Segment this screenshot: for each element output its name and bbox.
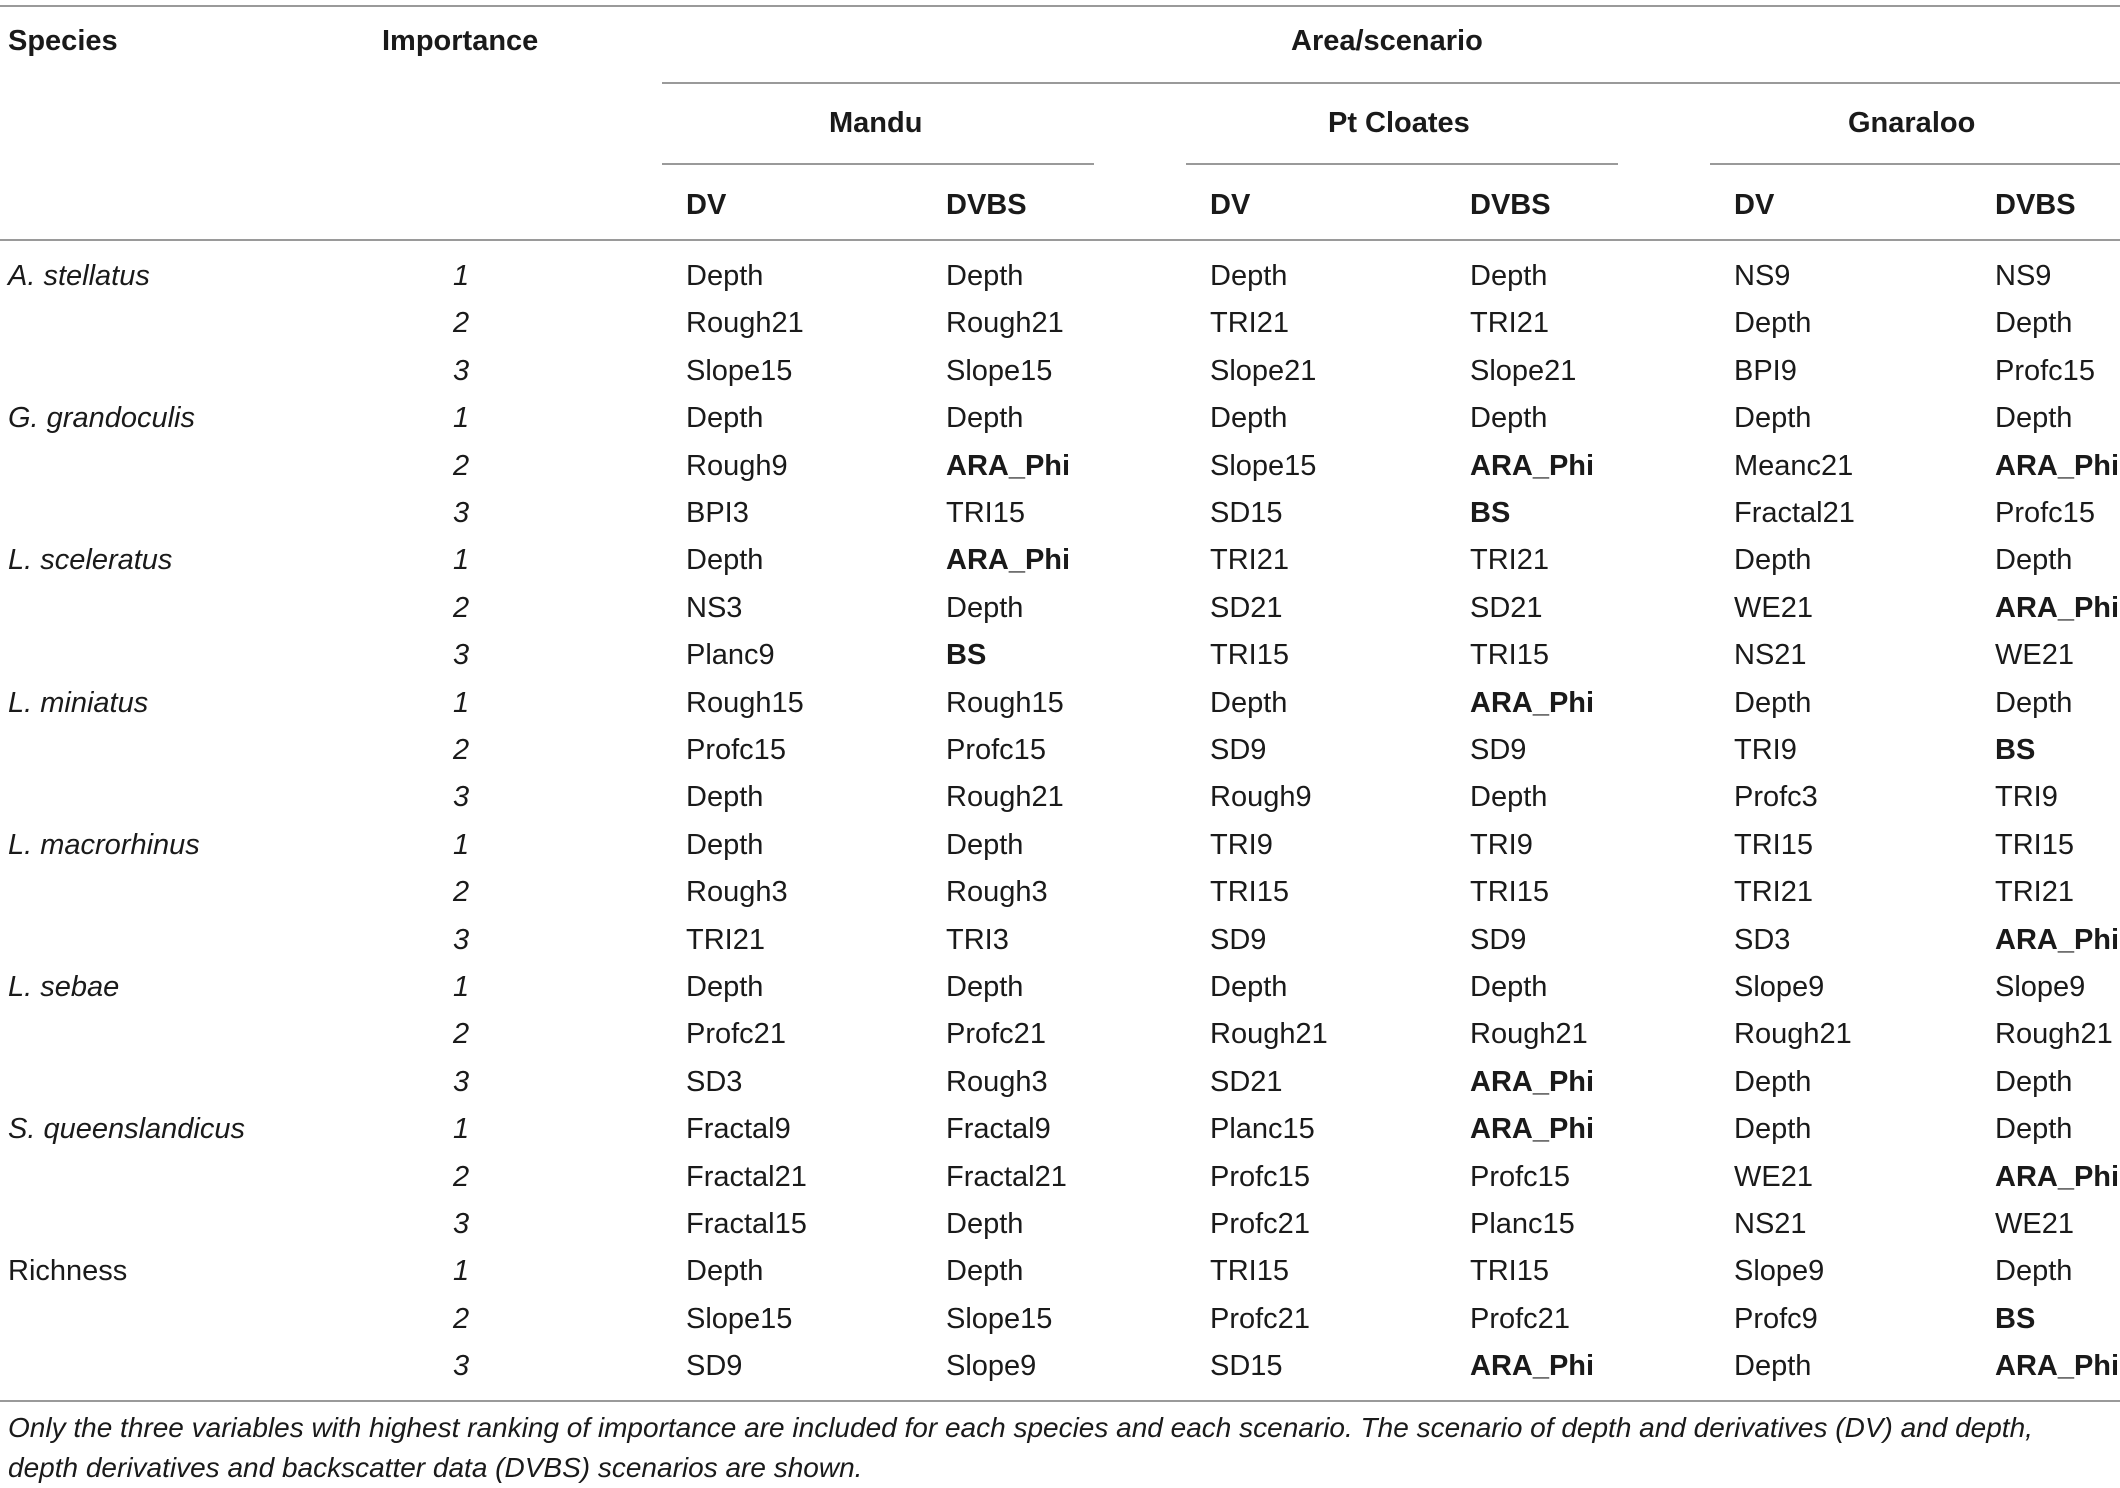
table-cell: ARA_Phi bbox=[1470, 1113, 1595, 1146]
table-cell: Depth bbox=[686, 781, 764, 814]
table-cell: Depth bbox=[1995, 686, 2073, 719]
importance-rank: 1 bbox=[453, 1255, 470, 1288]
table-cell: Depth bbox=[946, 591, 1024, 624]
table-cell: TRI9 bbox=[1995, 781, 2058, 814]
table-cell: TRI9 bbox=[1734, 734, 1797, 766]
table-cell: Depth bbox=[1210, 402, 1288, 435]
table-cell: Fractal9 bbox=[686, 1113, 791, 1146]
table-cell: Profc15 bbox=[1995, 497, 2095, 529]
table-cell: WE21 bbox=[1734, 591, 1813, 624]
table-cell: Depth bbox=[1734, 544, 1812, 577]
table-cell: SD3 bbox=[686, 1065, 743, 1098]
table-cell: WE21 bbox=[1995, 1208, 2074, 1240]
table-cell: SD9 bbox=[1210, 734, 1267, 766]
table-cell: NS9 bbox=[1734, 260, 1791, 292]
species-name: G. grandoculis bbox=[8, 402, 195, 435]
table-cell: NS3 bbox=[686, 591, 743, 624]
header-area-scenario: Area/scenario bbox=[1291, 25, 1483, 57]
header-species: Species bbox=[8, 25, 118, 57]
table-cell: TRI15 bbox=[1470, 1255, 1549, 1288]
table-cell: Depth bbox=[1995, 307, 2073, 340]
table-cell: Depth bbox=[1470, 260, 1548, 292]
table-cell: Depth bbox=[1734, 1350, 1812, 1383]
table-cell: TRI3 bbox=[946, 923, 1009, 956]
table-cell: Rough3 bbox=[946, 1065, 1048, 1098]
table-cell: ARA_Phi bbox=[1995, 1160, 2120, 1193]
table-cell: TRI15 bbox=[1734, 828, 1813, 861]
importance-rank: 3 bbox=[453, 1350, 470, 1383]
table-cell: Planc15 bbox=[1470, 1208, 1575, 1240]
table-cell: Rough21 bbox=[1470, 1018, 1588, 1051]
importance-rank: 1 bbox=[453, 544, 470, 577]
table-cell: Depth bbox=[1734, 1065, 1812, 1098]
gnaraloo-rule bbox=[1710, 163, 2120, 165]
table-cell: TRI21 bbox=[1995, 876, 2074, 909]
table-cell: Depth bbox=[1734, 686, 1812, 719]
table-cell: ARA_Phi bbox=[946, 449, 1071, 482]
importance-rank: 3 bbox=[453, 923, 470, 956]
mandu-rule bbox=[662, 163, 1094, 165]
table-cell: SD9 bbox=[686, 1350, 743, 1383]
importance-rank: 1 bbox=[453, 260, 470, 292]
table-cell: Profc21 bbox=[946, 1018, 1046, 1051]
table-cell: Depth bbox=[1734, 402, 1812, 435]
table-cell: TRI9 bbox=[1470, 828, 1533, 861]
table-cell: Depth bbox=[946, 1255, 1024, 1288]
importance-rank: 2 bbox=[453, 734, 470, 766]
table-cell: Depth bbox=[1995, 1255, 2073, 1288]
table-cell: SD3 bbox=[1734, 923, 1791, 956]
table-cell: Depth bbox=[686, 544, 764, 577]
importance-rank: 1 bbox=[453, 828, 470, 861]
table-bottom-rule bbox=[0, 1400, 2120, 1402]
table-cell: Profc21 bbox=[1470, 1302, 1570, 1335]
table-cell: Profc15 bbox=[686, 734, 786, 766]
table-cell: Rough21 bbox=[946, 781, 1064, 814]
table-cell: Slope9 bbox=[1734, 971, 1825, 1003]
scenario-header-gnaraloo-dv: DV bbox=[1734, 189, 1775, 221]
area-scenario-rule bbox=[662, 82, 2120, 84]
table-cell: Fractal9 bbox=[946, 1113, 1051, 1146]
table-cell: Fractal21 bbox=[1734, 497, 1855, 529]
importance-rank: 3 bbox=[453, 1065, 470, 1098]
table-cell: Depth bbox=[686, 402, 764, 435]
table-cell: Fractal21 bbox=[686, 1160, 807, 1193]
table-cell: Slope15 bbox=[946, 354, 1053, 387]
header-importance: Importance bbox=[382, 25, 539, 57]
species-name: L. macrorhinus bbox=[8, 828, 200, 861]
species-name: S. queenslandicus bbox=[8, 1113, 245, 1146]
importance-rank: 2 bbox=[453, 449, 470, 482]
species-name: L. miniatus bbox=[8, 686, 149, 719]
table-cell: BS bbox=[1995, 734, 2036, 766]
table-cell: Depth bbox=[686, 971, 764, 1003]
table-cell: Profc21 bbox=[1210, 1208, 1310, 1240]
table-cell: ARA_Phi bbox=[1470, 1350, 1595, 1383]
table-cell: TRI21 bbox=[1210, 307, 1289, 340]
table-cell: Slope21 bbox=[1470, 354, 1577, 387]
table-cell: SD9 bbox=[1210, 923, 1267, 956]
table-cell: ARA_Phi bbox=[1470, 449, 1595, 482]
table-cell: Depth bbox=[946, 260, 1024, 292]
table-cell: Profc15 bbox=[946, 734, 1046, 766]
table-cell: Fractal15 bbox=[686, 1208, 807, 1240]
table-cell: NS21 bbox=[1734, 1208, 1807, 1240]
table-cell: TRI15 bbox=[1995, 828, 2074, 861]
table-cell: BPI9 bbox=[1734, 354, 1797, 387]
table-cell: Rough15 bbox=[686, 686, 804, 719]
importance-rank: 2 bbox=[453, 1302, 470, 1335]
table-cell: SD9 bbox=[1470, 734, 1527, 766]
species-name: A. stellatus bbox=[8, 260, 150, 292]
importance-rank: 1 bbox=[453, 971, 470, 1003]
species-name: Richness bbox=[8, 1255, 128, 1288]
table-cell: Planc9 bbox=[686, 639, 775, 672]
species-name: L. sebae bbox=[8, 971, 120, 1003]
table-cell: TRI21 bbox=[1734, 876, 1813, 909]
table-cell: Depth bbox=[946, 1208, 1024, 1240]
table-cell: WE21 bbox=[1995, 639, 2074, 672]
table-cell: ARA_Phi bbox=[1470, 686, 1595, 719]
table-cell: Depth bbox=[686, 1255, 764, 1288]
table-cell: Depth bbox=[1995, 1065, 2073, 1098]
scenario-header-mandu-dv: DV bbox=[686, 189, 727, 221]
table-cell: Depth bbox=[946, 402, 1024, 435]
table-cell: Depth bbox=[1470, 971, 1548, 1003]
table-cell: Rough3 bbox=[686, 876, 788, 909]
species-name: L. sceleratus bbox=[8, 544, 173, 577]
table-cell: Depth bbox=[1470, 781, 1548, 814]
importance-rank: 3 bbox=[453, 1208, 470, 1240]
scenario-header-ptcloates-dvbs: DVBS bbox=[1470, 189, 1551, 221]
table-cell: Depth bbox=[1995, 1113, 2073, 1146]
table-cell: Depth bbox=[686, 260, 764, 292]
importance-rank: 2 bbox=[453, 307, 470, 340]
table-cell: Profc3 bbox=[1734, 781, 1818, 814]
table-cell: Rough21 bbox=[1995, 1018, 2113, 1051]
importance-rank: 3 bbox=[453, 639, 470, 672]
table-cell: TRI15 bbox=[1210, 1255, 1289, 1288]
table-cell: NS21 bbox=[1734, 639, 1807, 672]
table-cell: WE21 bbox=[1734, 1160, 1813, 1193]
table-cell: Profc15 bbox=[1210, 1160, 1310, 1193]
table-cell: Slope9 bbox=[946, 1350, 1037, 1383]
table-cell: Depth bbox=[686, 828, 764, 861]
table-cell: Fractal21 bbox=[946, 1160, 1067, 1193]
table-cell: TRI15 bbox=[1210, 876, 1289, 909]
table-cell: TRI15 bbox=[1470, 876, 1549, 909]
table-cell: Slope21 bbox=[1210, 354, 1317, 387]
table-cell: Slope9 bbox=[1734, 1255, 1825, 1288]
table-cell: Rough21 bbox=[1734, 1018, 1852, 1051]
table-cell: NS9 bbox=[1995, 260, 2052, 292]
table-cell: Rough9 bbox=[1210, 781, 1312, 814]
table-cell: Depth bbox=[1210, 260, 1288, 292]
table-cell: TRI15 bbox=[1210, 639, 1289, 672]
importance-rank: 2 bbox=[453, 1160, 470, 1193]
table-cell: Depth bbox=[1734, 307, 1812, 340]
importance-rank: 2 bbox=[453, 591, 470, 624]
table-cell: Slope15 bbox=[946, 1302, 1053, 1335]
table-cell: TRI15 bbox=[1470, 639, 1549, 672]
table-cell: Rough21 bbox=[686, 307, 804, 340]
table-cell: BS bbox=[1470, 497, 1511, 529]
table-cell: TRI21 bbox=[1210, 544, 1289, 577]
table-cell: ARA_Phi bbox=[1470, 1065, 1595, 1098]
table-cell: Profc15 bbox=[1470, 1160, 1570, 1193]
table-cell: ARA_Phi bbox=[1995, 591, 2120, 624]
pt-cloates-rule bbox=[1186, 163, 1618, 165]
table-cell: Profc9 bbox=[1734, 1302, 1818, 1335]
table-cell: SD15 bbox=[1210, 1350, 1283, 1383]
importance-rank: 3 bbox=[453, 781, 470, 814]
area-header-gnaraloo: Gnaraloo bbox=[1848, 107, 1976, 139]
table-cell: SD9 bbox=[1470, 923, 1527, 956]
table-cell: ARA_Phi bbox=[1995, 923, 2120, 956]
header-bottom-rule bbox=[0, 239, 2120, 241]
table-cell: Rough9 bbox=[686, 449, 788, 482]
table-cell: Depth bbox=[1734, 1113, 1812, 1146]
importance-rank: 3 bbox=[453, 497, 470, 529]
table-cell: BS bbox=[1995, 1302, 2036, 1335]
table-cell: Depth bbox=[1210, 686, 1288, 719]
table-cell: Planc15 bbox=[1210, 1113, 1315, 1146]
importance-rank: 2 bbox=[453, 876, 470, 909]
table-cell: BS bbox=[946, 639, 987, 672]
table-cell: Slope15 bbox=[686, 354, 793, 387]
importance-rank: 1 bbox=[453, 402, 470, 435]
table-cell: TRI21 bbox=[1470, 544, 1549, 577]
table-cell: SD21 bbox=[1210, 591, 1283, 624]
table-cell: TRI9 bbox=[1210, 828, 1273, 861]
table-cell: BPI3 bbox=[686, 497, 749, 529]
scenario-header-ptcloates-dv: DV bbox=[1210, 189, 1251, 221]
table-cell: Profc21 bbox=[1210, 1302, 1310, 1335]
table-cell: Rough15 bbox=[946, 686, 1064, 719]
table-cell: Meanc21 bbox=[1734, 449, 1854, 482]
table-cell: Depth bbox=[1210, 971, 1288, 1003]
table-cell: Rough21 bbox=[946, 307, 1064, 340]
importance-rank: 2 bbox=[453, 1018, 470, 1051]
table-cell: Profc21 bbox=[686, 1018, 786, 1051]
scenario-header-gnaraloo-dvbs: DVBS bbox=[1995, 189, 2076, 221]
table-cell: Depth bbox=[946, 828, 1024, 861]
table-cell: Depth bbox=[1995, 402, 2073, 435]
table-cell: Slope9 bbox=[1995, 971, 2086, 1003]
table-cell: Depth bbox=[1995, 544, 2073, 577]
table-cell: SD15 bbox=[1210, 497, 1283, 529]
importance-rank: 3 bbox=[453, 354, 470, 387]
table-cell: SD21 bbox=[1210, 1065, 1283, 1098]
table-cell: Slope15 bbox=[1210, 449, 1317, 482]
area-header-mandu: Mandu bbox=[829, 107, 923, 139]
table-cell: TRI21 bbox=[1470, 307, 1549, 340]
importance-rank: 1 bbox=[453, 686, 470, 719]
importance-rank: 1 bbox=[453, 1113, 470, 1146]
table-cell: TRI21 bbox=[686, 923, 765, 956]
table-cell: Rough21 bbox=[1210, 1018, 1328, 1051]
table-cell: ARA_Phi bbox=[1995, 1350, 2120, 1383]
table-cell: ARA_Phi bbox=[1995, 449, 2120, 482]
table-top-rule bbox=[0, 5, 2120, 7]
table-cell: Profc15 bbox=[1995, 354, 2095, 387]
scenario-header-mandu-dvbs: DVBS bbox=[946, 189, 1027, 221]
area-header-pt-cloates: Pt Cloates bbox=[1328, 107, 1470, 139]
table-cell: Slope15 bbox=[686, 1302, 793, 1335]
table-cell: Depth bbox=[1470, 402, 1548, 435]
table-cell: Depth bbox=[946, 971, 1024, 1003]
table-cell: ARA_Phi bbox=[946, 544, 1071, 577]
table-caption: Only the three variables with highest ranking of importance are included for each species and each scenario. The scenario of depth and derivatives (DV) and depth, depth derivatives and backscatter data (DVBS) scenarios are shown. bbox=[8, 1412, 2033, 1483]
table-cell: Rough3 bbox=[946, 876, 1048, 909]
table-cell: SD21 bbox=[1470, 591, 1543, 624]
table-cell: TRI15 bbox=[946, 497, 1025, 529]
